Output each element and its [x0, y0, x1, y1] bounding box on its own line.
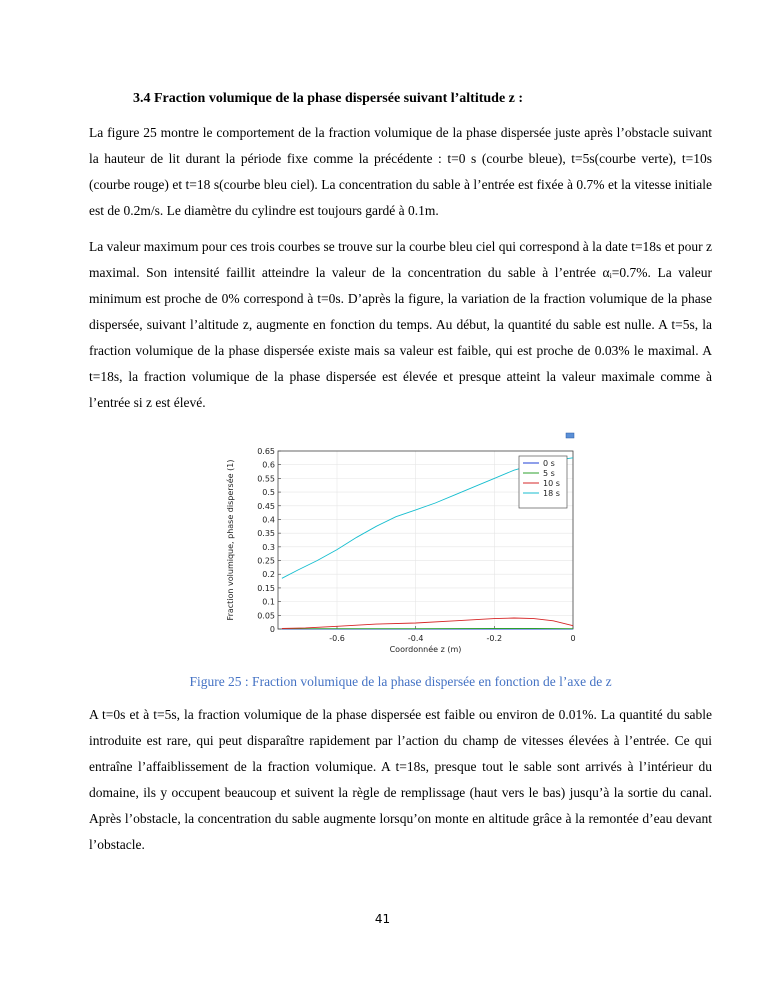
section-heading: 3.4 Fraction volumique de la phase dispersée suivant l’altitude z : — [133, 91, 524, 106]
y-tick-label: 0.3 — [262, 542, 275, 552]
y-tick-label: 0.25 — [257, 556, 275, 566]
figure-caption: Figure 25 : Fraction volumique de la phase dispersée en fonction de l’axe de z — [189, 674, 612, 689]
x-tick-label: -0.2 — [486, 634, 503, 643]
paragraph-intro: La figure 25 montre le comportement de la fraction volumique de la phase dispersée juste après l’obstacle suivant la hauteur de lit durant la période fixe comme la précédente : t=0 s (courbe bleue), t=5s(courbe verte), t=10s (courbe rouge) et t=18 s(courbe bleu ciel). La concentration du sable à l’entrée est fixée à 0.7% et la vitesse initiale est de 0.2m/s. Le diamètre du cylindre est toujours gardé à 0.1m. — [89, 125, 712, 218]
y-tick-label: 0.4 — [262, 515, 275, 525]
y-tick-label: 0.65 — [257, 447, 275, 456]
window-icon — [566, 433, 574, 438]
y-tick-label: 0.35 — [257, 529, 275, 539]
y-tick-label: 0.05 — [257, 611, 275, 621]
legend-label: 18 s — [543, 489, 560, 498]
y-tick-label: 0.5 — [262, 488, 275, 498]
legend-label: 5 s — [543, 469, 555, 478]
y-axis-label: Fraction volumique, phase dispersée (1) — [226, 459, 235, 621]
y-tick-label: 0.1 — [262, 597, 275, 607]
y-tick-label: 0.45 — [257, 501, 275, 511]
y-tick-label: 0.15 — [257, 583, 275, 593]
y-tick-label: 0.6 — [262, 460, 275, 470]
paragraph-analysis: La valeur maximum pour ces trois courbes se trouve sur la courbe bleu ciel qui correspond à la date t=18s et pour z maximal. Son intensité faillit atteindre la valeur de la concentration du sable à l’entrée αᵢ=0.7%. La valeur minimum est proche de 0% correspond à t=0s. D’après la figure, la variation de la fraction volumique de la phase dispersée, suivant l’altitude z, augmente en fonction du temps. Au début, la quantité du sable est nulle. A t=5s, la fraction volumique de la phase dispersée existe mais sa valeur est faible, qui est proche de 0.03% le maximal. A t=18s, la fraction volumique de la phase dispersée est élevée et presque atteint la valeur maximale comme à l’entrée si z est élevé. — [89, 239, 712, 410]
paragraph-conclusion: A t=0s et à t=5s, la fraction volumique de la phase dispersée est faible ou environ de 0.01%. La quantité du sable introduite est rare, qui peut disparaître rapidement par l’action du champ de vitesses élevées à l’entrée. Ce qui entraîne l’affaiblissement de la fraction volumique. A t=18s, presque tout le sable sont arrivés à l’intérieur du domaine, ils y occupent beaucoup et suivent la règle de remplissage (haut vers le bas) jusqu’à la sortie du canal. Après l’obstacle, la concentration du sable augmente lorsqu’on monte en altitude grâce à la remontée d’eau devant l’obstacle. — [89, 707, 712, 852]
x-tick-label: -0.4 — [407, 634, 424, 643]
legend-label: 0 s — [543, 459, 555, 468]
x-tick-label: -0.6 — [329, 634, 345, 643]
legend-label: 10 s — [543, 479, 560, 488]
page-number: 41 — [374, 912, 391, 926]
x-tick-label: 0 — [570, 634, 576, 643]
line-chart — [220, 428, 585, 658]
y-tick-label: 0.55 — [257, 474, 275, 484]
figure-25 — [220, 428, 585, 663]
y-tick-label: 0.2 — [262, 570, 275, 580]
y-tick-label: 0 — [269, 625, 275, 634]
x-axis-label: Coordonnée z (m) — [389, 645, 462, 654]
